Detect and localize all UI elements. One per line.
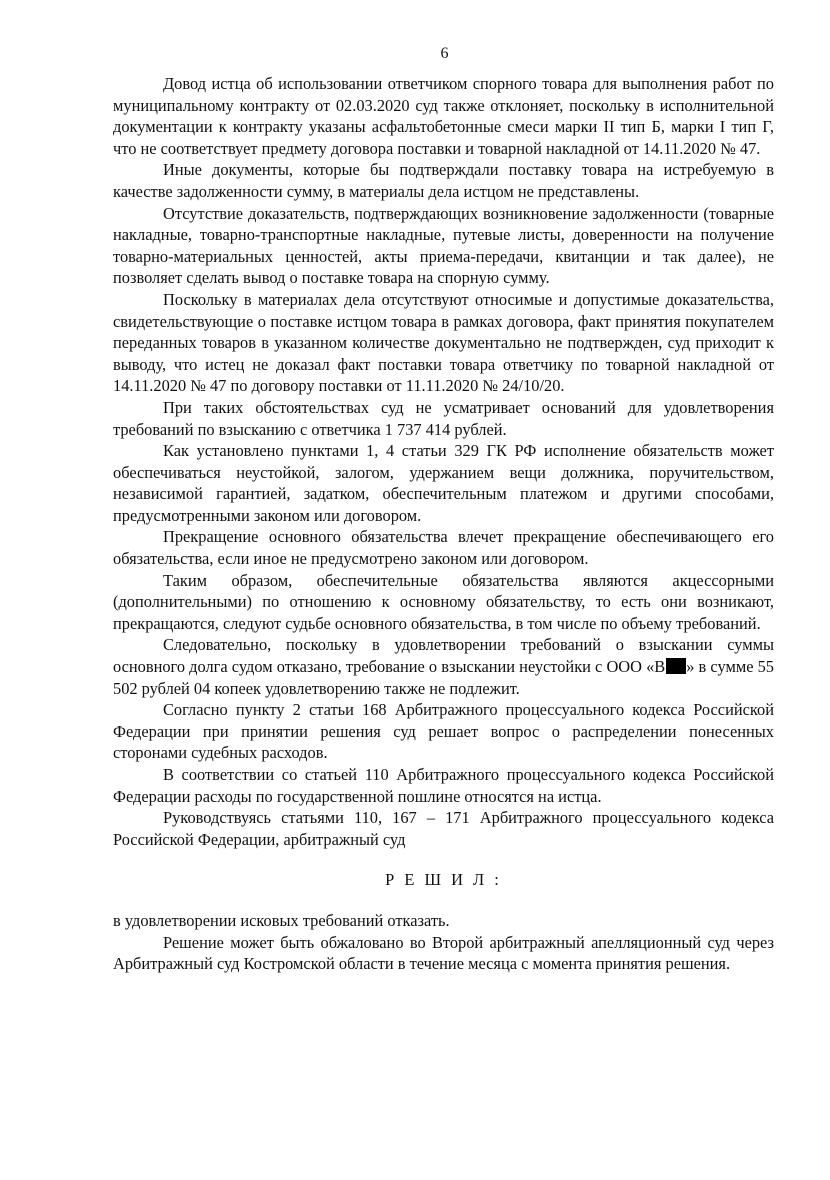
paragraph-termination: Прекращение основного обязательства влечет прекращение обеспечивающего его обязательства, если иное не предусмотрено законом или договором. [113,527,774,569]
paragraph-accessory-obligations: Таким образом, обеспечительные обязательства являются акцессорными (дополнительными) по отношению к основному обязательству, то есть они возникают, прекращаются, следуют судьбе основного обязательства, в том числе по объему требований. [113,570,774,633]
paragraph-penalty-claim [113,634,774,699]
paragraph-buyer-use-argument: Довод истца об использовании ответчиком спорного товара для выполнения работ по муниципальному контракту от 02.03.2020 суд также отклоняет, поскольку в исполнительной документации к контракту указаны асфальтобетонные смеси марки II тип Б, марки I тип Г, что не соответствует предмету договора поставки и товарной накладной от 14.11.2020 № 47. [113,74,774,158]
redaction-block [666,658,686,674]
paragraph-delivery-not-proven: Поскольку в материалах дела отсутствуют относимые и допустимые доказательства, свидетельствующие о поставке истцом товара в рамках договора, факт принятия покупателем переданных товаров в указанном количестве документально не подтвержден, суд приходит к выводу, что истец не доказал факт поставки товара ответчику по товарной накладной от 14.11.2020 № 47 по договору поставки от 11.11.2020 № 24/10/20. [113,289,774,396]
penalty-text-after: » в сумме 55 502 рублей 04 копеек удовлетворению также не подлежит. [113,657,774,698]
appeal-text: Решение может быть обжаловано во Второй арбитражный апелляционный суд через Арбитражный суд Костромской области в течение месяца с момента принятия решения. [113,932,774,974]
paragraph-article-110: В соответствии со статьей 110 Арбитражного процессуального кодекса Российской Федерации расходы по государственной пошлине относятся на истца. [113,765,774,806]
paragraph-article-168: Согласно пункту 2 статьи 168 Арбитражного процессуального кодекса Российской Федерации при принятии решения суд решает вопрос о распределении понесенных сторонами судебных расходов. [113,700,774,763]
paragraph-guided-by: Руководствуясь статьями 110, 167 – 171 Арбитражного процессуального кодекса Российской Федерации, арбитражный суд [113,808,774,849]
paragraph-absence-of-evidence: Отсутствие доказательств, подтверждающих возникновение задолженности (товарные накладные, товарно-транспортные накладные, путевые листы, доверенности на получение товарно-материальных ценностей, акты приема-передачи, квитанции и так далее), не позволяет сделать вывод о поставке товара на спорную сумму. [113,203,774,288]
decision-text: в удовлетворении исковых требований отказать. [113,910,450,930]
paragraph-no-grounds: При таких обстоятельствах суд не усматривает оснований для удовлетворения требований по взысканию с ответчика 1 737 414 рублей. [113,397,774,439]
paragraph-article-329: Как установлено пунктами 1, 4 статьи 329 ГК РФ исполнение обязательств может обеспечиваться неустойкой, залогом, удержанием вещи должника, поручительством, независимой гарантией, задатком, обеспечительным платежом и другими способами, предусмотренными законом или договором. [113,441,774,525]
page-number: 6 [440,45,449,62]
decision-heading: Р Е Ш И Л : [385,870,502,890]
paragraph-other-documents: Иные документы, которые бы подтверждали поставку товара на истребуемую в качестве задолженности сумму, в материалы дела истцом не представлены. [113,160,774,201]
penalty-text-before: Следовательно, поскольку в удовлетворении требований о взыскании суммы основного долга судом отказано, требование о взыскании неустойки с ООО «В [113,635,774,677]
